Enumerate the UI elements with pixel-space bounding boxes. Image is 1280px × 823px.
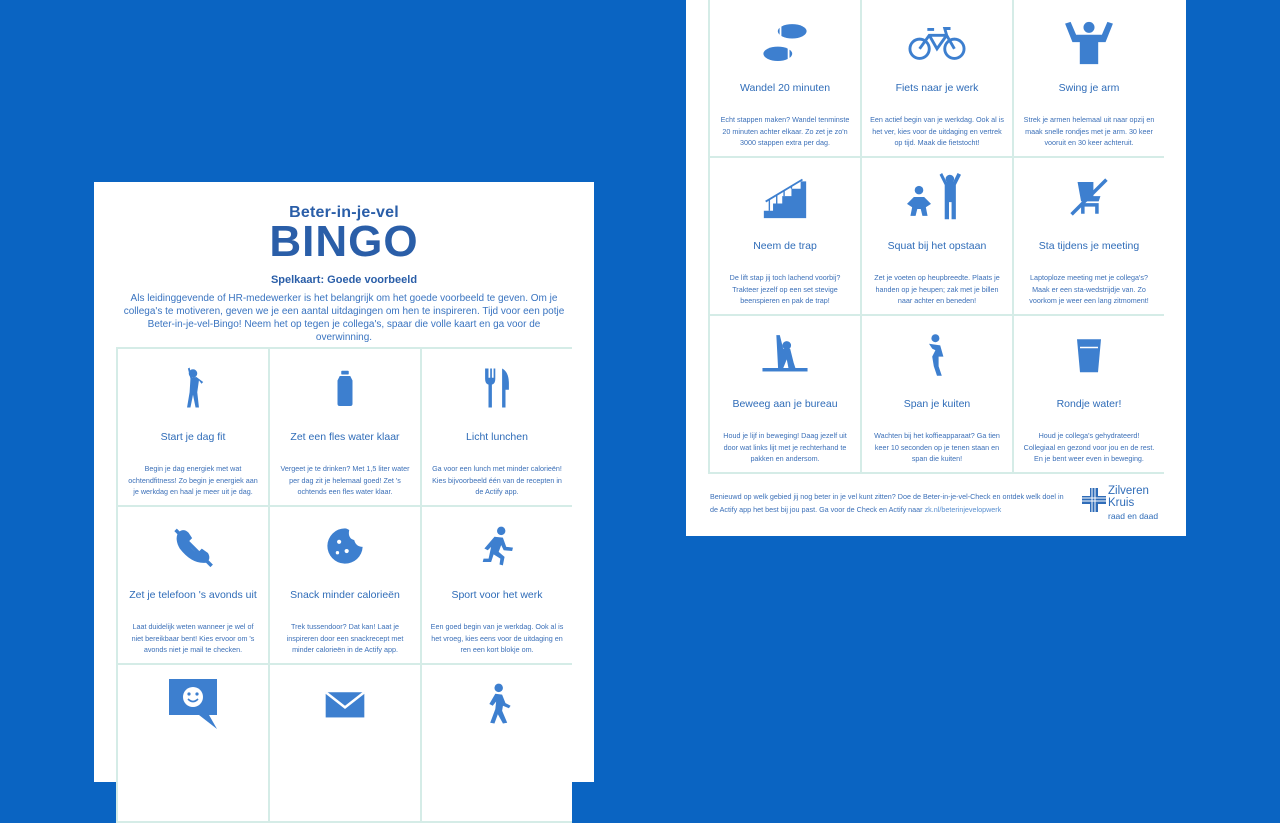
cell-desc: Een goed begin van je werkdag. Ook al is het vroeg, kies eens voor de uitdaging en ren een kort blokje om. — [430, 622, 564, 654]
cell-desc: De lift stap jij toch lachend voorbij? Trakteer jezelf op een set stevige beenspieren en pak de trap! — [729, 273, 841, 305]
arms-up-icon — [1060, 20, 1118, 66]
calf-stretch-icon — [921, 330, 953, 380]
bingo-cell — [270, 665, 420, 821]
bingo-cell — [1014, 316, 1164, 472]
cell-title: Zet een fles water klaar — [290, 431, 400, 443]
bingo-cell — [862, 0, 1012, 156]
stretch-person-icon — [176, 363, 210, 413]
cell-desc: Laptoploze meeting met je collega's? Maak er een sta-wedstrijdje van. Zo voorkom je weer een lang zitmoment! — [1029, 273, 1149, 305]
bingo-card-left — [94, 182, 594, 782]
cell-desc: Trek tussendoor? Dat kan! Laat je inspireren door een snackrecept met minder calorieën in de Actify app. — [286, 622, 404, 654]
cell-title: Wandel 20 minuten — [739, 82, 831, 94]
bingo-cell — [1014, 158, 1164, 314]
cell-desc: Wachten bij het koffieapparaat? Ga tien keer 10 seconden op je tenen staan en span die kuiten! — [874, 431, 1000, 463]
card-header — [94, 204, 594, 286]
phone-off-icon — [168, 524, 218, 568]
bingo-cell — [862, 158, 1012, 314]
bingo-cell — [710, 158, 860, 314]
bingo-cell — [118, 665, 268, 821]
footprints-icon — [758, 20, 812, 66]
logo-line2: Kruis — [1108, 497, 1135, 509]
cell-title: Squat bij het opstaan — [887, 240, 987, 252]
walking-person-icon — [480, 681, 514, 727]
cell-title: Neem de trap — [753, 240, 817, 252]
cell-title: Licht lunchen — [466, 431, 528, 443]
bingo-cell — [118, 507, 268, 663]
cell-desc: Begin je dag energiek met wat ochtendfitness! Zo begin je energiek aan je werkdag en haal je meer uit je dag. — [128, 464, 258, 496]
cell-desc: Houd je lijf in beweging! Daag jezelf uit door wat links lijt met je rechterhand te pakken en andersom. — [723, 431, 847, 463]
cross-logo-icon — [1082, 488, 1106, 512]
cell-title: Sport voor het werk — [451, 589, 543, 601]
cell-desc: Ga voor een lunch met minder calorieën! Kies bijvoorbeeld één van de recepten in de Actify app. — [432, 464, 562, 496]
cell-desc: Een actief begin van je werkdag. Ook al is het ver, kies voor de uitdaging en vertrek op tijd. Maak die fietstocht! — [870, 115, 1004, 147]
squat-icon — [907, 172, 967, 222]
cell-title: Sta tijdens je meeting — [1038, 240, 1140, 252]
no-sitting-icon — [1067, 175, 1111, 219]
cell-title: Span je kuiten — [903, 398, 971, 410]
card-title: Spelkaart: Goede voorbeeld — [270, 274, 418, 286]
footer-link[interactable]: zk.nl/beterinjevelopwerk — [924, 505, 1002, 514]
bingo-cell — [710, 316, 860, 472]
bingo-cell — [1014, 0, 1164, 156]
footer-body: Benieuwd op welk gebied jij nog beter in je vel kunt zitten? Doe de Beter-in-je-vel-Check en ontdek welk doel in de Actify app het best bij jou past. Ga voor de Check en Actify naar — [710, 492, 1064, 514]
footer-text — [710, 490, 1070, 516]
running-person-icon — [476, 525, 518, 567]
desk-stretch-icon — [759, 332, 811, 378]
bingo-cell — [270, 507, 420, 663]
cell-desc: Strek je armen helemaal uit naar opzij en maak snelle rondjes met je arm. 30 keer vooruit en 30 keer achteruit. — [1023, 115, 1155, 147]
stairs-icon — [762, 174, 808, 220]
title-small: Beter-in-je-vel — [289, 204, 399, 221]
envelope-icon — [324, 687, 366, 721]
bingo-cell — [422, 665, 572, 821]
cell-title: Rondje water! — [1056, 398, 1122, 410]
water-glass-icon — [1074, 335, 1104, 375]
smiley-chat-icon — [167, 677, 219, 731]
cell-desc: Echt stappen maken? Wandel tenminste 20 minuten achter elkaar. Zo zet je zo'n 3000 stappen extra per dag. — [720, 115, 850, 147]
cell-title: Swing je arm — [1058, 82, 1120, 94]
bingo-cell — [710, 0, 860, 156]
bicycle-icon — [908, 23, 966, 63]
cell-title: Zet je telefoon 's avonds uit — [129, 589, 257, 601]
cell-desc: Houd je collega's gehydrateerd! Collegiaal en gezond voor jou en de rest. En je bent weer even in beweging. — [1023, 431, 1155, 463]
cell-desc: Laat duidelijk weten wanneer je wel of niet bereikbaar bent! Kies ervoor om 's avonds niet je mail te checken. — [131, 622, 255, 654]
water-bottle-icon — [330, 365, 360, 411]
cookie-icon — [324, 525, 366, 567]
cell-title: Start je dag fit — [160, 431, 226, 443]
bingo-cell — [862, 316, 1012, 472]
bingo-cell — [422, 507, 572, 663]
cell-desc: Vergeet je te drinken? Met 1,5 liter water per dag zit je helemaal goed! Zet 's ochtends een fles water klaar. — [280, 464, 410, 496]
bingo-grid-right — [708, 0, 1164, 474]
fork-knife-icon — [480, 366, 514, 410]
cell-title: Beweeg aan je bureau — [732, 398, 838, 410]
logo-line1: Zilveren — [1108, 485, 1149, 497]
zilveren-kruis-logo — [1082, 486, 1172, 526]
logo-tagline: raad en daad — [1108, 511, 1159, 521]
bingo-cell — [422, 349, 572, 505]
bingo-cell — [270, 349, 420, 505]
title-big: BINGO — [269, 217, 419, 266]
bingo-grid-left — [116, 347, 572, 823]
cell-title: Fiets naar je werk — [895, 82, 979, 94]
bingo-card-right — [686, 0, 1186, 536]
cell-desc: Zet je voeten op heupbreedte. Plaats je handen op je heupen; zak met je billen naar achter en beneden! — [874, 273, 1000, 305]
bingo-cell — [118, 349, 268, 505]
intro-text: Als leidinggevende of HR-medewerker is het belangrijk om het goede voorbeeld te geven. Om je collega's te motiveren, geven we je een aantal uitdagingen om hen te inspireren. Tijd voor een potje Beter-in-je-vel-Bingo! Neem het op tegen je collega's, spaar die volle kaart en ga voor de overwinning. — [123, 293, 565, 343]
cell-title: Snack minder calorieën — [290, 589, 400, 601]
